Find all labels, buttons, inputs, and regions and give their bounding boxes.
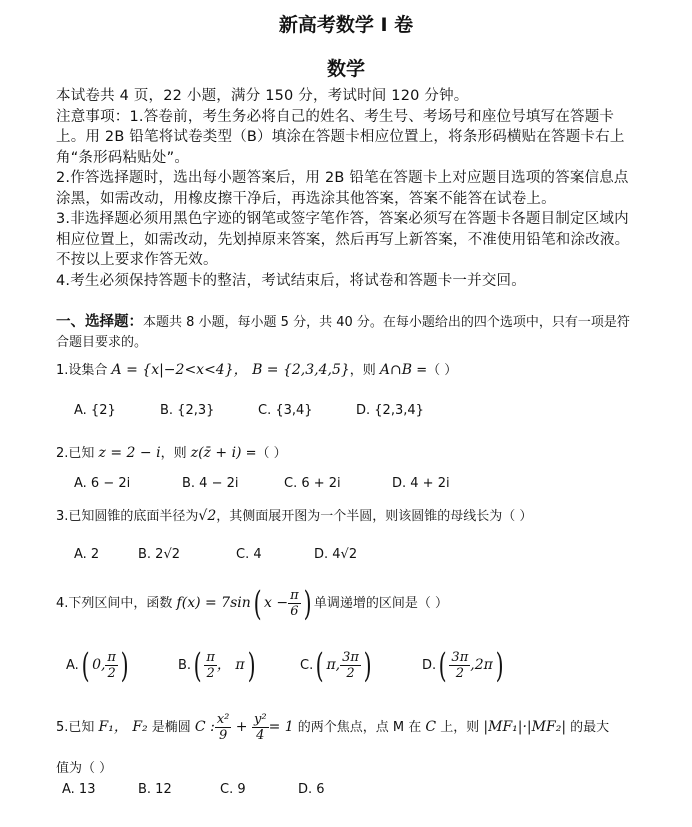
q5-stem-e: 的最大 — [566, 720, 610, 735]
q4c-pre: π, — [326, 657, 341, 673]
q4d-num: 3π — [451, 650, 469, 665]
q4-option-a[interactable] — [66, 645, 131, 686]
paren-icon: ( — [315, 645, 324, 686]
paren-icon: ) — [363, 645, 372, 686]
note-1: 注意事项：1.答卷前，考生务必将自己的姓名、考生号、考场号和座位号填写在答题卡上。用 2B 铅笔将试卷类型（B）填涂在答题卡相应位置上，将条形码横贴在答题卡右上角“条形码粘贴处”。 — [56, 108, 625, 166]
q4a-num: π — [107, 650, 116, 665]
q2-stem: 2.已知 — [56, 446, 99, 461]
note-4: 4.考生必须保持答题卡的整洁，考试结束后，将试卷和答题卡一并交回。 — [56, 272, 526, 289]
paren-icon: ) — [247, 645, 256, 686]
q5-math: F₁， F₂ — [98, 719, 148, 735]
q4b-label: B. — [178, 658, 192, 673]
q4b-num: π — [206, 650, 215, 665]
q3-stem-b: ，其侧面展开图为一个半圆，则该圆锥的母线长为（ ） — [216, 509, 533, 524]
q5-stem: 5.已知 — [56, 720, 99, 735]
q2-option-b[interactable]: B. 4 − 2i — [182, 476, 239, 491]
subject-title: 数学 — [326, 58, 365, 80]
q4b-post: ， π — [216, 657, 245, 673]
q4d-post: ,2π — [470, 657, 493, 673]
q4-option-b[interactable] — [178, 645, 258, 686]
q2-option-d[interactable]: D. 4 + 2i — [392, 476, 450, 491]
paren-icon: ( — [81, 645, 90, 686]
q4-stem: 4.下列区间中，函数 — [56, 596, 177, 611]
question-1 — [56, 360, 457, 381]
q4a-frac — [105, 650, 118, 681]
intro-text: 本试卷共 4 页，22 小题，满分 150 分，考试时间 120 分钟。 — [56, 88, 469, 104]
q5-option-c[interactable]: C. 9 — [220, 782, 246, 797]
q2-stem-c: =（ ） — [241, 446, 287, 461]
note-3: 3.非选择题必须用黑色字迹的钢笔或签字笔作答，答案必须写在答题卡各题目制定区域内相应位置上，如需改动，先划掉原来答案，然后再写上新答案，不准使用铅笔和涂改液。不按以上要求作答无效。 — [56, 211, 630, 268]
paren-icon: ) — [495, 645, 504, 686]
q4c-den: 2 — [346, 666, 355, 681]
q4a-pre: 0, — [92, 657, 106, 673]
q3-option-c[interactable]: C. 4 — [236, 547, 262, 562]
q4d-den: 2 — [455, 666, 464, 681]
q4d-label: D. — [422, 658, 437, 673]
q5-frac-x — [215, 712, 232, 743]
q2-option-a[interactable]: A. 6 − 2i — [74, 476, 131, 491]
q5-option-b[interactable]: B. 12 — [138, 782, 172, 797]
question-5: 5.已知 F₁， F₂ 是椭圆 C : $\frac{\text{x²}}{9}$ + $\frac{\text{y²}}{4}$ = 1 的两个焦点，点 M 在 C 上，则 |MF₁|·|MF₂| 的最大 — [56, 712, 610, 743]
q1-math2: A∩B — [379, 362, 413, 378]
q1-stem-b: ，则 — [349, 363, 380, 378]
q5-stem-b: 是椭圆 — [147, 720, 195, 735]
q4a-den: 2 — [107, 666, 116, 681]
q2-math2: z(z̄ + i) — [190, 445, 242, 461]
q4c-num: 3π — [342, 650, 359, 665]
q2-option-c[interactable]: C. 6 + 2i — [284, 476, 341, 491]
q3-option-b[interactable]: B. 2√2 — [138, 547, 181, 562]
q3-option-d[interactable]: D. 4√2 — [314, 547, 358, 562]
q1-option-a[interactable]: A. {2} — [74, 403, 116, 418]
q4-option-d[interactable] — [422, 645, 506, 686]
q1-option-c[interactable]: C. {3,4} — [258, 403, 313, 418]
q5-ellipse-pre: C : — [194, 719, 215, 735]
paren-icon: ( — [438, 645, 447, 686]
section-desc: 本题共 8 小题，每小题 5 分，共 40 分。在每小题给出的四个选项中，只有一项是符合题目要求的。 — [56, 315, 630, 350]
q4-math: f(x) = 7sin — [176, 595, 251, 611]
q5-frac-y — [252, 712, 269, 743]
q5-stem-d: 上，则 — [436, 720, 484, 735]
q5-option-a[interactable]: A. 13 — [62, 782, 96, 797]
q5-abs-expr: |MF₁|·|MF₂| — [483, 719, 567, 735]
q4-frac-den: 6 — [290, 604, 299, 619]
q3-math: √2 — [198, 508, 217, 524]
q4-option-c[interactable] — [300, 645, 374, 686]
q5-stem-c: 的两个焦点，点 M 在 — [293, 720, 426, 735]
paren-icon: ) — [120, 645, 129, 686]
q4-inner: x − — [264, 595, 289, 611]
q4-frac-num: π — [290, 588, 299, 603]
note-2: 2.作答选择题时，选出每小题答案后，用 2B 铅笔在答题卡上对应题目选项的答案信息点涂黑，如需改动，用橡皮擦干净后，再选涂其他答案，答案不能答在试卷上。 — [56, 170, 629, 207]
q1-stem: 1.设集合 — [56, 363, 112, 378]
exam-title: 新高考数学 I 卷 — [278, 14, 414, 36]
q1-option-b[interactable]: B. {2,3} — [160, 403, 215, 418]
q2-stem-b: ，则 — [160, 446, 191, 461]
q5-y2-den: 4 — [256, 728, 265, 743]
question-4 — [56, 583, 449, 624]
q4-stem-b: 单调递增的区间是（ ） — [313, 596, 449, 611]
paren-icon: ( — [193, 645, 202, 686]
q4a-label: A. — [66, 658, 79, 673]
q5-c-var: C — [425, 719, 437, 735]
q3-option-a[interactable]: A. 2 — [74, 547, 100, 562]
q4-paren-right: ) — [303, 583, 312, 624]
q4-paren-left: ( — [253, 583, 262, 624]
section-header — [56, 312, 642, 353]
q2-math: z = 2 − i — [98, 445, 161, 461]
q5-stem-line2: 值为（ ） — [56, 761, 113, 776]
q5-y2: y² — [254, 712, 267, 727]
q5-x2: x² — [216, 712, 230, 727]
q3-stem: 3.已知圆锥的底面半径为 — [56, 509, 199, 524]
instructions-block — [56, 86, 642, 291]
q4b-frac — [204, 650, 217, 681]
q4c-label: C. — [300, 658, 314, 673]
question-3 — [56, 506, 532, 527]
q1-stem-c: =（ ） — [412, 363, 458, 378]
q1-option-d[interactable]: D. {2,3,4} — [356, 403, 424, 418]
q4-frac — [288, 588, 301, 619]
q4b-den: 2 — [206, 666, 215, 681]
q4d-frac — [449, 650, 470, 681]
q5-option-d[interactable]: D. 6 — [298, 782, 325, 797]
q1-math: A = {x|−2<x<4}， B = {2,3,4,5} — [111, 362, 350, 378]
q5-ellipse-post: = 1 — [268, 719, 294, 735]
q5-x2-den: 9 — [218, 728, 228, 743]
q4c-frac — [340, 650, 361, 681]
section-heading: 一、选择题： — [56, 314, 143, 330]
question-2 — [56, 443, 287, 464]
